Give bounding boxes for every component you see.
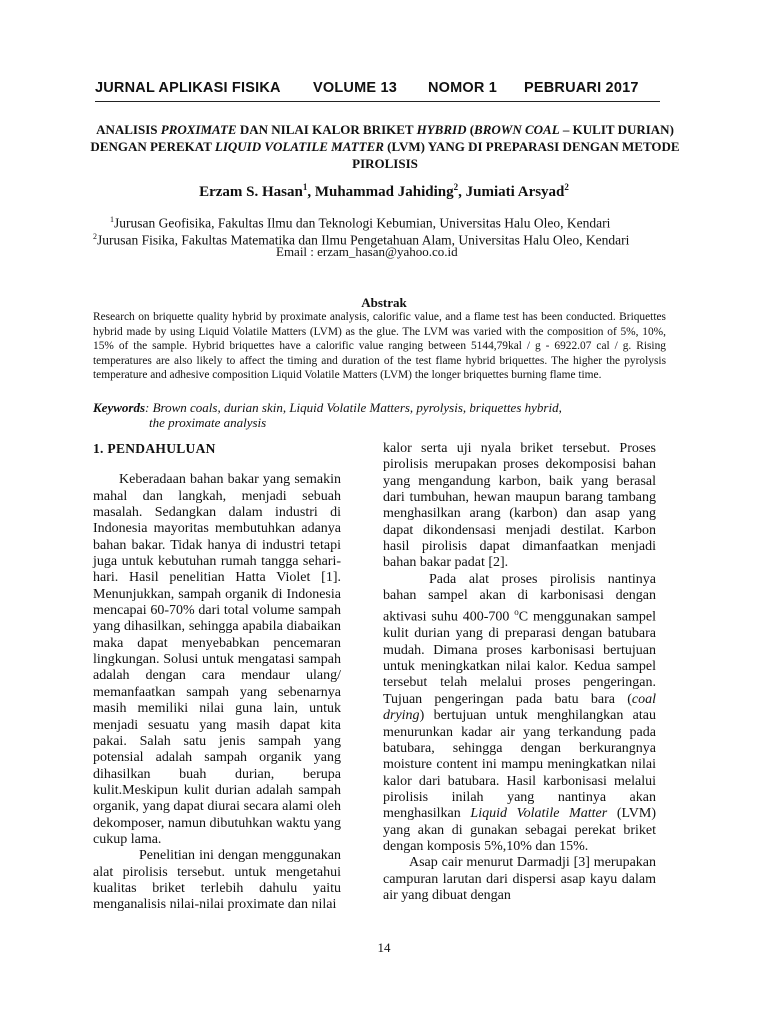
journal-header: [95, 80, 660, 100]
abstract-heading: Abstrak: [361, 295, 407, 310]
paragraph: Keberadaan bahan bakar yang semakin mahal dan langkah, menjadi sebuah masalah. Sedangkan dalam industri di Indonesia mayoritas membutuhkan adanya bahan bakar. Tidak hanya di industri tetapi juga untuk kebutuhan rumah tangga sehari-hari. Hasil penelitian Hatta Violet [1]. Menunjukkan, sampah organik di Indonesia mencapai 60-70% dari total volume sampah yang dihasilkan, sehingga apabila diabaikan maka dapat menyebabkan pencemaran lingkungan. Solusi untuk mengatasi sampah adalah dengan cara mendaur ulang/ memanfaatkan sampah yang sebenarnya masih memiliki nilai guna lain, untuk menjadi sesuatu yang masih dapat kita pakai. Salah satu jenis sampah yang potensial adalah sampah organik yang dihasilkan buah durian, berupa kulit.Meskipun kulit durian adalah sampah organik, yang dapat diurai secara alami oleh dekomposer, namun dibutuhkan waktu yang cukup lama.: [93, 472, 341, 847]
journal-date: PEBRUARI 2017: [524, 80, 639, 96]
keywords-label: Keywords: [93, 400, 145, 415]
journal-volume: VOLUME 13: [313, 80, 397, 96]
affiliation-1: $^1$Jurusan Geofisika, Fakultas Ilmu dan Teknologi Kebumian, Universitas Halu Oleo, Kendari: [110, 215, 611, 231]
abstract-text: Research on briquette quality hybrid by proximate analysis, calorific value, and a flame test has been conducted. Briquettes hybrid made by using Liquid Volatile Matters (LVM) as the glue. The LVM was varied with the composition of 5%, 10%, 15% of the sample. Hybrid briquettes have a calorific value ranging between 5144,79kal / g - 6922.07 cal / g. Rising temperatures are also likely to affect the timing and duration of the test flame hybrid briquettes. The higher the pyrolysis temperature and adhesive composition Liquid Volatile Matters (LVM) the longer briquettes burning flame time.: [93, 311, 666, 382]
paragraph: kalor serta uji nyala briket tersebut. Proses pirolisis merupakan proses dekomposisi bahan yang mengandung karbon, baik yang berasal dari tumbuhan, hewan maupun barang tambang menghasilkan arang (karbon) dan asap yang dapat dikondensasi menjadi destilat. Karbon hasil pirolisis dapat dimanfaatkan menjadi bahan bakar padat [2].: [383, 441, 656, 571]
keywords: Keywords: Brown coals, durian skin, Liquid Volatile Matters, pyrolysis, briquettes hybrid, the proximate analysis: [93, 400, 562, 430]
left-column: [93, 441, 341, 914]
paragraph: Penelitian ini dengan menggunakan alat pirolisis tersebut. untuk mengetahui kualitas briket terlebih dahulu yaitu menganalisis nilai-nilai proximate dan nilai: [93, 848, 341, 913]
journal-issue: NOMOR 1: [428, 80, 498, 96]
journal-name: JURNAL APLIKASI FISIKA: [95, 80, 281, 96]
author-email: Email : erzam_hasan@yahoo.co.id: [276, 244, 458, 259]
author-list: Erzam S. Hasan$^1$, Muhammad Jahiding$^2$, Jumiati Arsyad$^2$: [199, 182, 569, 200]
header-divider: [95, 101, 660, 102]
paragraph: Asap cair menurut Darmadji [3] merupakan campuran larutan dari dispersi asap kayu dalam air yang dibuat dengan: [383, 855, 656, 903]
paper-title: ANALISIS PROXIMATE DAN NILAI KALOR BRIKET HYBRID (BROWN COAL – KULIT DURIAN) DENGAN PEREKAT LIQUID VOLATILE MATTER (LVM) YANG DI PREPARASI DENGAN METODE PIROLISIS: [90, 122, 680, 171]
paragraph: Pada alat proses pirolisis nantinya bahan sampel akan di karbonisasi dengan aktivasi suhu 400-700 $^o$C menggunakan sampel kulit durian yang di preparasi dengan batubara mudah. Dimana proses karbonisasi bertujuan untuk meningkatkan nilai kalor. Kedua sampel tersebut telah melalui proses pengeringan. Tujuan pengeringan pada batu bara (coal drying) bertujuan untuk menghilangkan atau menurunkan kadar air yang terkandung pada batubara, sehingga dengan berkurangnya moisture content ini mampu meningkatkan nilai kalor dari batubara. Hasil karbonisasi melalui pirolisis inilah yang nantinya akan menghasilkan Liquid Volatile Matter (LVM) yang akan di gunakan sebagai perekat briket dengan komposis 5%,10% dan 15%.: [383, 571, 656, 854]
affiliation-2: $^2$Jurusan Fisika, Fakultas Matematika dan Ilmu Pengetahuan Alam, Universitas Halu Oleo, Kendari: [93, 232, 630, 248]
page-number: 14: [377, 940, 391, 955]
right-column: [383, 441, 656, 904]
section-heading: 1. PENDAHULUAN: [93, 441, 216, 456]
